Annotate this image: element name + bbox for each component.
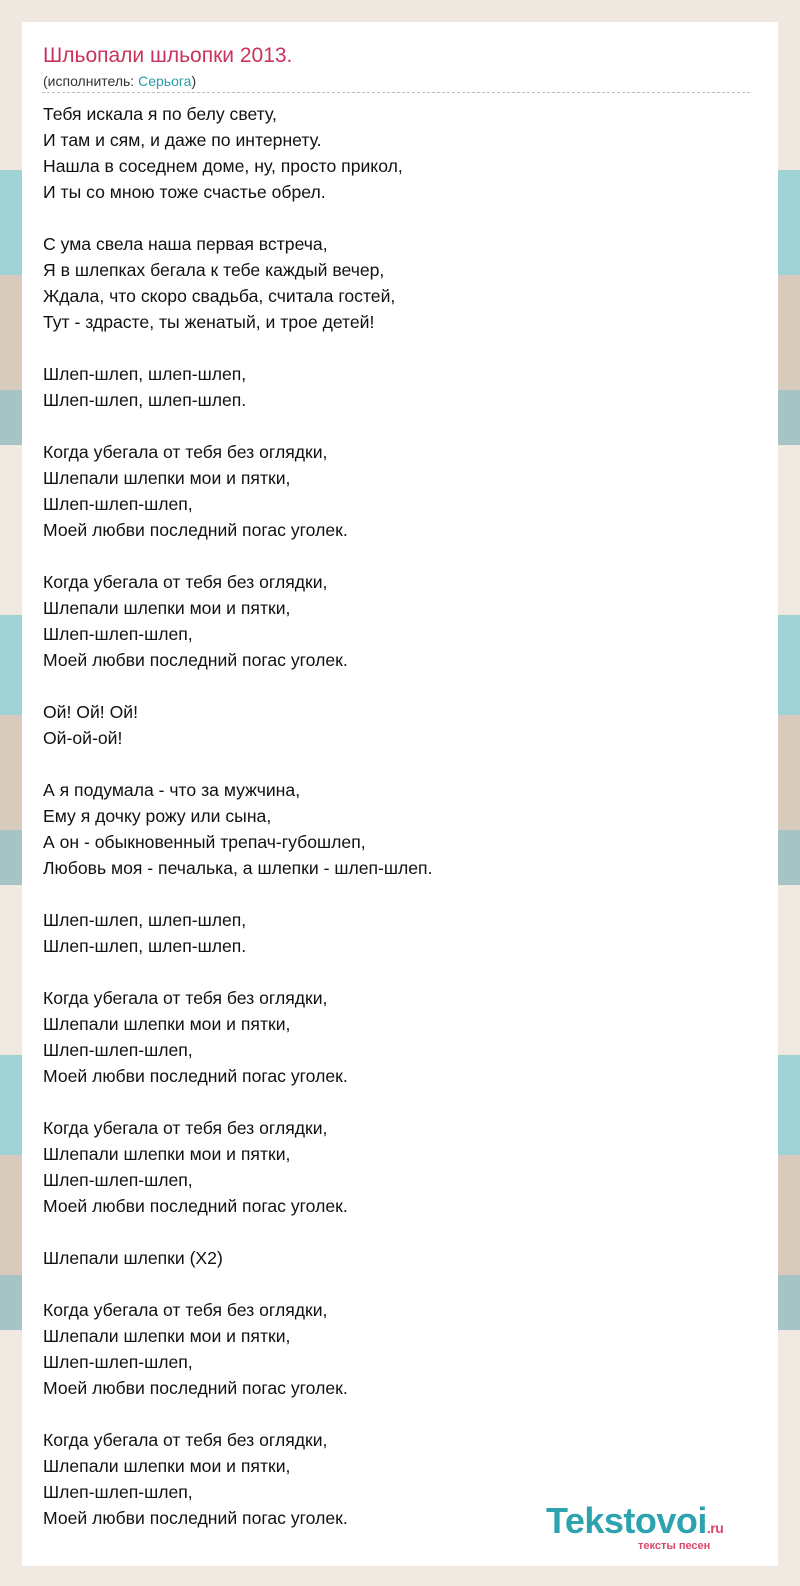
- lyric-line: Шлеп-шлеп, шлеп-шлеп.: [43, 390, 247, 410]
- stanza: [43, 231, 432, 335]
- stanza: [43, 907, 432, 959]
- lyric-line: Шлеп-шлеп-шлеп,: [43, 1482, 193, 1502]
- stanza: [43, 699, 432, 751]
- lyric-line: Шлеп-шлеп, шлеп-шлеп,: [43, 910, 247, 930]
- lyric-line: Моей любви последний погас уголек.: [43, 650, 348, 670]
- lyric-line: Шлеп-шлеп-шлеп,: [43, 624, 193, 644]
- lyric-line: Моей любви последний погас уголек.: [43, 1196, 348, 1216]
- lyric-line: Ему я дочку рожу или сына,: [43, 806, 272, 826]
- lyric-line: Моей любви последний погас уголек.: [43, 1066, 348, 1086]
- logo-wordmark: [546, 1500, 723, 1542]
- lyric-line: Когда убегала от тебя без оглядки,: [43, 1430, 328, 1450]
- lyric-line: Тут - здрасте, ты женатый, и трое детей!: [43, 312, 375, 332]
- lyric-line: Когда убегала от тебя без оглядки,: [43, 1118, 328, 1138]
- stanza: [43, 985, 432, 1089]
- lyric-line: Любовь моя - печалька, а шлепки - шлеп-шлеп.: [43, 858, 433, 878]
- stanza: [43, 569, 432, 673]
- performer-prefix: (исполнитель:: [43, 73, 139, 89]
- lyric-line: Когда убегала от тебя без оглядки,: [43, 1300, 328, 1320]
- stanza: [43, 1427, 432, 1531]
- lyric-line: Когда убегала от тебя без оглядки,: [43, 988, 328, 1008]
- stanza: [43, 439, 432, 543]
- lyric-line: Шлепали шлепки мои и пятки,: [43, 468, 291, 488]
- performer-link[interactable]: Серьога: [138, 73, 192, 89]
- lyric-line: Шлеп-шлеп-шлеп,: [43, 1040, 193, 1060]
- logo-tld: .ru: [706, 1520, 724, 1536]
- lyric-line: Шлепали шлепки мои и пятки,: [43, 1456, 291, 1476]
- lyric-line: Моей любви последний погас уголек.: [43, 1378, 348, 1398]
- stanza: [43, 1297, 432, 1401]
- stanza: [43, 1115, 432, 1219]
- lyric-line: А я подумала - что за мужчина,: [43, 780, 301, 800]
- stanza: [43, 361, 432, 413]
- lyric-line: Я в шлепках бегала к тебе каждый вечер,: [43, 260, 385, 280]
- lyric-line: Ой-ой-ой!: [43, 728, 123, 748]
- lyric-line: Шлепали шлепки (X2): [43, 1248, 223, 1268]
- lyric-line: Моей любви последний погас уголек.: [43, 520, 348, 540]
- lyric-line: Когда убегала от тебя без оглядки,: [43, 442, 328, 462]
- lyric-line: Ждала, что скоро свадьба, считала гостей,: [43, 286, 396, 306]
- lyric-line: Нашла в соседнем доме, ну, просто прикол,: [43, 156, 403, 176]
- lyric-line: Шлеп-шлеп-шлеп,: [43, 494, 193, 514]
- performer-suffix: ): [191, 73, 197, 89]
- lyric-line: Шлепали шлепки мои и пятки,: [43, 1144, 291, 1164]
- lyrics-card: [22, 22, 778, 1566]
- stanza: [43, 101, 432, 205]
- lyric-line: Шлепали шлепки мои и пятки,: [43, 1014, 291, 1034]
- lyric-line: Тебя искала я по белу свету,: [43, 104, 277, 124]
- lyric-line: И там и сям, и даже по интернету.: [43, 130, 322, 150]
- logo-name: Tekstovoi: [546, 1500, 707, 1541]
- lyric-line: Моей любви последний погас уголек.: [43, 1508, 348, 1528]
- lyric-line: А он - обыкновенный трепач-губошлеп,: [43, 832, 366, 852]
- stanza: [43, 777, 432, 881]
- lyric-line: Ой! Ой! Ой!: [43, 702, 138, 722]
- lyric-line: Шлеп-шлеп-шлеп,: [43, 1170, 193, 1190]
- song-title: Шльопали шльопки 2013.: [43, 44, 293, 67]
- lyric-line: Шлеп-шлеп-шлеп,: [43, 1352, 193, 1372]
- lyric-line: Шлеп-шлеп, шлеп-шлеп,: [43, 364, 247, 384]
- lyric-line: Шлепали шлепки мои и пятки,: [43, 1326, 291, 1346]
- lyric-line: С ума свела наша первая встреча,: [43, 234, 328, 254]
- lyric-line: И ты со мною тоже счастье обрел.: [43, 182, 326, 202]
- lyrics-text: [43, 101, 432, 1557]
- lyric-line: Когда убегала от тебя без оглядки,: [43, 572, 328, 592]
- lyric-line: Шлеп-шлеп, шлеп-шлеп.: [43, 936, 247, 956]
- lyric-line: Шлепали шлепки мои и пятки,: [43, 598, 291, 618]
- performer-line: [43, 73, 196, 89]
- stanza: [43, 1245, 432, 1271]
- logo-tagline: тексты песен: [638, 1540, 711, 1552]
- divider: [42, 92, 750, 93]
- site-logo[interactable]: [546, 1500, 766, 1560]
